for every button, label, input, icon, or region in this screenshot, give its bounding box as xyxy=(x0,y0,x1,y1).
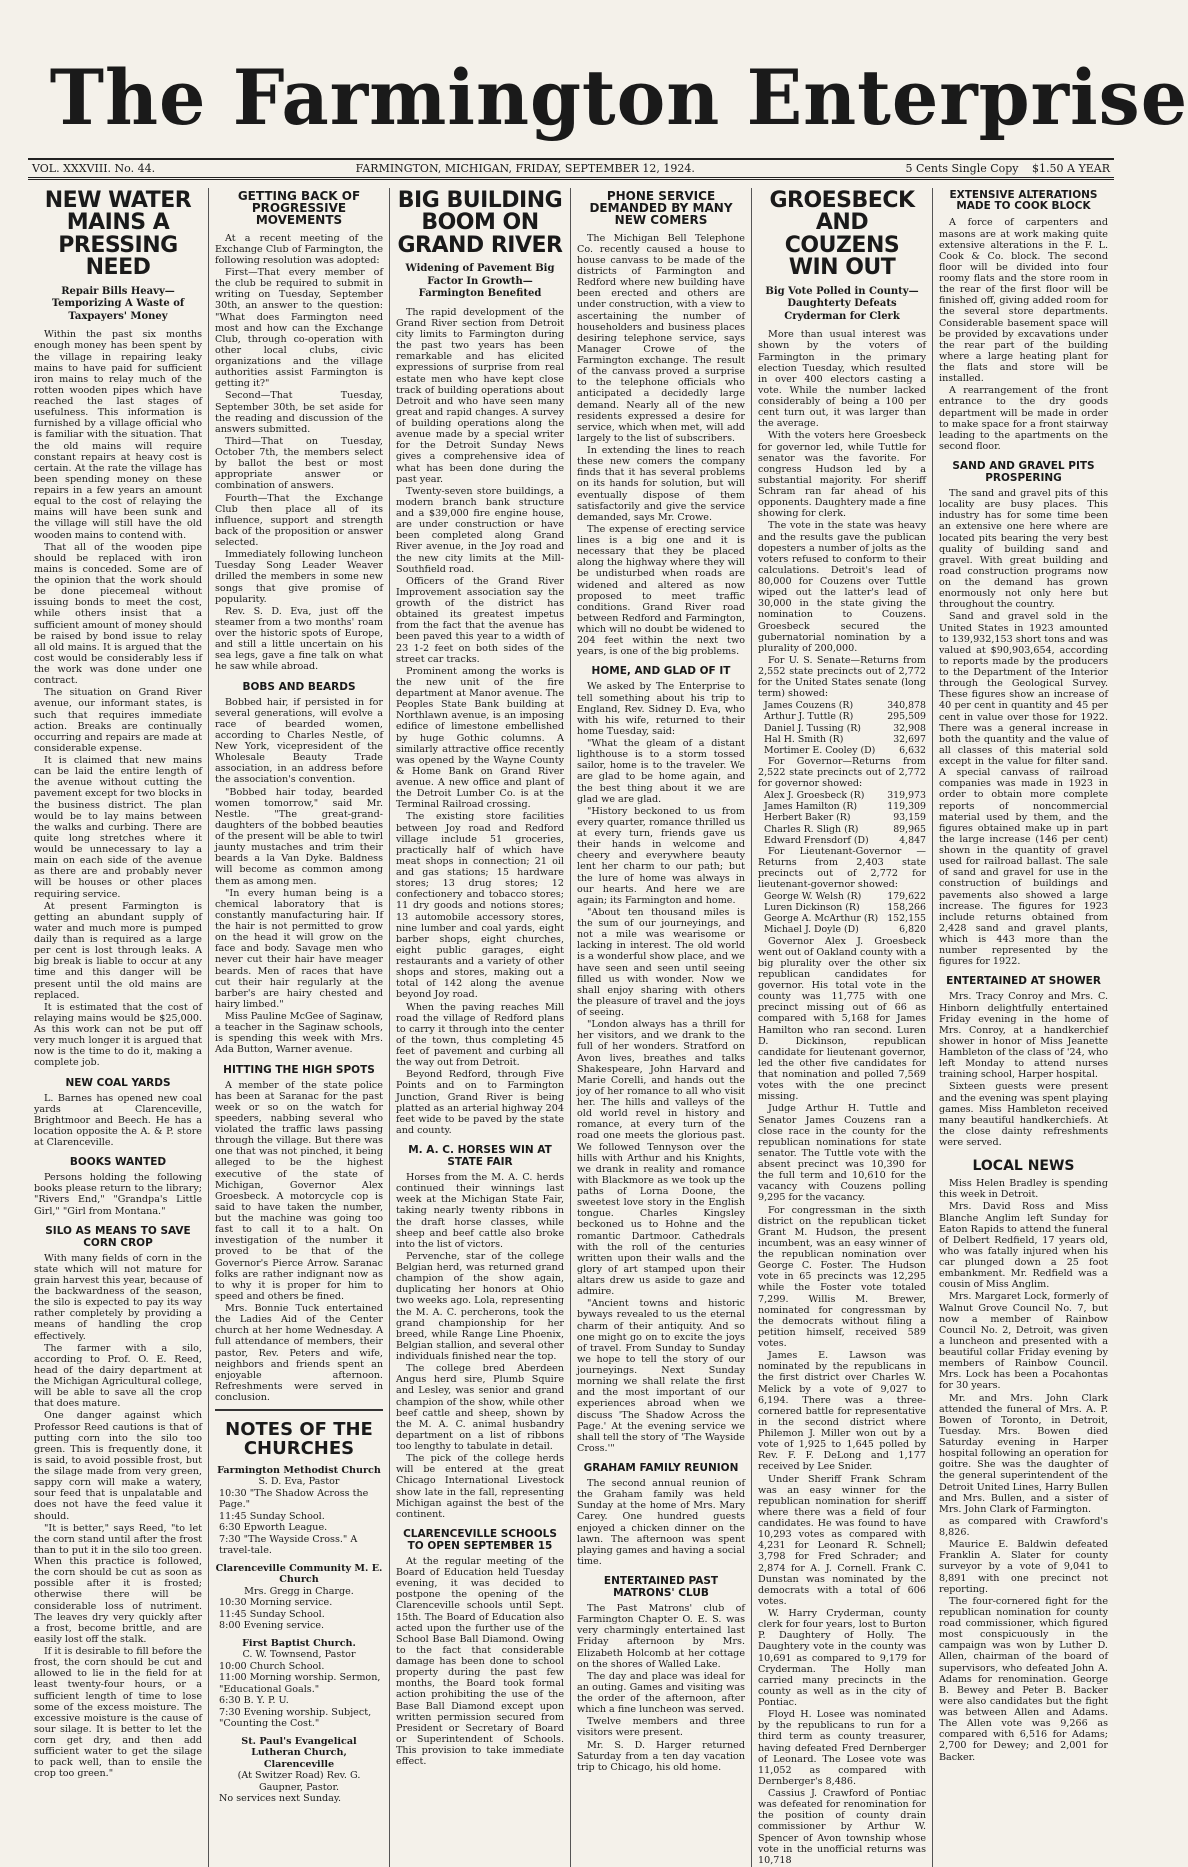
local-news-body xyxy=(939,1178,1108,1763)
result-row: George A. McArthur (R) 152,155 xyxy=(764,913,926,925)
paragraph: For congressman in the sixth district on the republican ticket Grant M. Hudson, the present incumbent, was an easy winner of the republican nomination over George C. Foster. The Hudson vote in 65 precincts was 12,295 while the Foster vote totaled 7,299. Willis M. Brewer, nominated for congressman by the democrats without filing a petition himself, received 589 votes. xyxy=(758,1204,926,1350)
home-body xyxy=(577,681,745,1454)
paragraph: The rapid development of the Grand River section from Detroit city limits to Farmington during the past two years has been remarkable and has elicited expressions of surprise from real estate men who have kept close track of building operations about Detroit and who have seen many great and rapid changes. A survey of building operations along the avenue made by a special writer for the Detroit Sunday News gives a comprehensive idea of what has been done during the past year. xyxy=(396,306,564,485)
horses-body xyxy=(396,1172,564,1520)
divider xyxy=(215,1409,383,1411)
paragraph: "Bobbed hair today, bearded women tomorrow," said Mr. Nestle. "The great-grand-daughters of the bobbed beauties of the present will be able to twirl jaunty mustaches and trim their beards a la Van Dyke. Baldness will become as common among them as among men. xyxy=(215,786,383,887)
church-listing xyxy=(215,1563,383,1632)
paragraph: Beyond Redford, through Five Points and on to Farmington Junction, Grand River is being platted as an arterial highway 204 feet wide to be paved by the state and county. xyxy=(396,1069,564,1136)
coal-yards-title: NEW COAL YARDS xyxy=(65,1076,171,1089)
schools-title: CLARENCEVILLE SCHOOLS TO OPEN SEPTEMBER 15 xyxy=(403,1527,557,1552)
silo-title: SILO AS MEANS TO SAVE CORN CROP xyxy=(45,1224,191,1249)
result-row: Hal H. Smith (R) 32,697 xyxy=(764,733,926,745)
election-body xyxy=(758,329,926,699)
graham-title: GRAHAM FAMILY REUNION xyxy=(583,1462,739,1475)
paragraph: Mrs. David Ross and Miss Blanche Anglim left Sunday for Eaton Rapids to attend the funeral of Delbert Redfield, 17 years old, who was fatally injured when his car plunged down a 25 foot embankment. Mr. Redfield was a cousin of Miss Anglim. xyxy=(939,1201,1108,1291)
paragraph: Bobbed hair, if persisted in for several generations, will evolve a race of bearded women, according to Charles Nestle, of New York, vicepresident of the Wholesale Beauty Trade association, in an address before the association's convention. xyxy=(215,696,383,786)
paragraph: If it is desirable to fill before the frost, the corn should be cut and allowed to lie in the field for at least twenty-four hours, or a sufficient length of time to lose some of the excess moisture. The excessive moisture is the cause of sour silage. It is better to let the corn get dry, and then add sufficient water to get the silage to pack well, than to ensile the crop too green." xyxy=(34,1646,202,1780)
paragraph: W. Harry Cryderman, county clerk for four years, lost to Burton P. Daughtery of Holly. The Daughtery vote in the county was 10,691 as compared to 9,179 for Cryderman. The Holly man carried many precincts in the county as well as in the city of Pontiac. xyxy=(758,1608,926,1709)
paragraph: More than usual interest was shown by the voters of Farmington in the primary election Tuesday, which resulted in over 400 electors casting a vote. While the number lacked considerably of being a 100 per cent turn out, it was larger than the average. xyxy=(758,329,926,430)
paragraph: James E. Lawson was nominated by the republicans in the first district over Charles W. Melick by a vote of 9,027 to 6,194. There was a three-cornered battle for representative in the second district where Philemon J. Miller won out by a vote of 1,925 to 1,645 polled by Rev. F. F. DeLong and 1,177 received by Lee Snider. xyxy=(758,1350,926,1473)
church-service: 10:30 "The Shadow Across the Page." xyxy=(219,1487,369,1511)
church-service: 11:00 Morning worship. Sermon, "Educational Goals." xyxy=(219,1672,381,1695)
paragraph: With many fields of corn in the state which will not mature for grain harvest this year, because of the backwardness of the season, the silo is expected to pay its way rather completely by providing a means of handling the crop effectively. xyxy=(34,1252,202,1342)
building-boom-headline: BIG BUILDING BOOM ON GRAND RIVER xyxy=(397,188,563,258)
church-service: 6:30 B. Y. P. U. xyxy=(219,1695,289,1707)
bobs-title: BOBS AND BEARDS xyxy=(242,680,356,693)
paragraph: Immediately following luncheon Tuesday Song Leader Weaver drilled the members in some new songs that give promise of popularity. xyxy=(215,549,383,605)
result-row: Arthur J. Tuttle (R) 295,509 xyxy=(764,711,926,723)
building-boom-body xyxy=(396,307,564,1136)
paragraph: Sixteen guests were present and the evening was spent playing games. Miss Hambleton received many beautiful handkerchiefs. At the close dainty refreshments were served. xyxy=(939,1081,1108,1149)
paragraph: The farmer with a silo, according to Prof. O. E. Reed, head of the dairy department at the Michigan Agricultural college, will be able to save all the crop that does mature. xyxy=(34,1342,202,1410)
paragraph: Governor Alex J. Groesbeck went out of Oakland county with a big plurality over the other six republican candidates for governor. His total vote in the county was 11,775 with one precinct missing out of 66 as compared with 5,168 for James Hamilton who ran second. Luren D. Dickinson, republican candidate for lieutenant governor, led the other five candidates for that nomination and polled 7,569 votes with the one precinct missing. xyxy=(758,935,926,1103)
senate-results xyxy=(758,700,926,755)
sand-gravel-body xyxy=(939,488,1108,967)
matrons-title: ENTERTAINED PAST MATRONS' CLUB xyxy=(603,1575,719,1600)
cook-block-headline: EXTENSIVE ALTERATIONS MADE TO COOK BLOCK xyxy=(949,189,1098,212)
bobs-body xyxy=(215,697,383,1056)
church-name: Clarenceville Community M. E. Church xyxy=(215,1562,383,1586)
paragraph: as compared with Crawford's 8,826. xyxy=(939,1515,1108,1539)
paragraph: At present Farmington is getting an abundant supply of water and much more is pumped daily than is required as a large per cent is lost through leaks. A big break is liable to occur at any time and this danger will be present until the old mains are replaced. xyxy=(34,900,202,1001)
paragraph: "Ancient towns and historic byways revealed to us the eternal charm of their antiquity. And so one might go on to excite the joys of travel. From Sunday to Sunday we hope to tell the story of our journeyings. Next Sunday morning we shall relate the first and the most important of our experiences abroad when we discuss 'The Shadow Across the Page.' At the evening service we shall tell the story of 'The Wayside Cross.'" xyxy=(577,1298,745,1454)
paragraph: Mrs. Bonnie Tuck entertained the Ladies Aid of the Center church at her home Wednesday. A full attendance of members, their pastor, Rev. Peters and wife, neighbors and friends spent an enjoyable afternoon. Refreshments were served in conclusion. xyxy=(215,1303,383,1404)
price-info xyxy=(895,162,1110,175)
volume-number: VOL. XXXVIII. No. 44. xyxy=(32,162,156,175)
silo-body xyxy=(34,1253,202,1780)
paragraph: Mrs. Margaret Lock, formerly of Walnut Grove Council No. 7, but now a member of Rainbow Council No. 2, Detroit, was given a luncheon and presented with a beautiful collar Friday evening by members of Rainbow Council. Mrs. Lock has been a Pocahontas for 30 years. xyxy=(939,1291,1108,1392)
paragraph: With the voters here Groesbeck for governor led, while Tuttle for senator was the favorite. For congress Hudson led by a substantial majority. For sheriff Schram ran far ahead of his opponents. Daughtery made a fine showing for clerk. xyxy=(758,430,926,520)
paragraph: One danger against which Professor Reed cautions is that of putting corn into the silo too green. This is frequently done, it is said, to avoid possible frost, but the silage made from very green, sappy corn will make a watery, sour feed that is unpalatable and does not have the feed value it should. xyxy=(34,1410,202,1522)
result-row: Edward Frensdorf (D) 4,847 xyxy=(764,834,926,846)
paragraph: "In every human being is a chemical laboratory that is constantly manufacturing hair. If the hair is not permitted to grow on the head it will grow on the face and body. Savage men who never cut their hair have meager beards. Men of races that have cut their hair regularly at the barber's are hairy chested and hairy limbed." xyxy=(215,887,383,1010)
church-service: 8:00 Evening service. xyxy=(219,1620,325,1632)
church-listing xyxy=(215,1736,383,1805)
paragraph: Second—That Tuesday, September 30th, be set aside for the reading and discussion of the answers submitted. xyxy=(215,390,383,435)
paragraph: Miss Helen Bradley is spending this week in Detroit. xyxy=(939,1178,1108,1201)
paragraph: "What the gleam of a distant lighthouse is to a storm tossed sailor, home is to the traveler. We are glad to be home again, and the best thing about it we are glad we are glad. xyxy=(577,738,745,805)
article-columns xyxy=(28,188,1114,1866)
result-row: Luren Dickinson (R) 158,266 xyxy=(764,902,926,914)
paragraph: Twelve members and three visitors were present. xyxy=(577,1716,745,1739)
paragraph: The vote in the state was heavy and the results gave the publican dopesters a number of jolts as the voters refused to conform to their calculations. Detroit's lead of 80,000 for Couzens over Tuttle wiped out the latter's lead of 30,000 in the state giving the nomination to Couzens. Groesbeck secured the gubernatorial nomination by a plurality of 200,000. xyxy=(758,520,926,654)
church-service: 10:00 Church School. xyxy=(219,1660,325,1672)
result-row: Alex J. Groesbeck (R) 319,973 xyxy=(764,790,926,802)
paragraph: For U. S. Senate—Returns from 2,552 state precincts out of 2,772 for the United States senate (long term) showed: xyxy=(758,654,926,700)
result-row: Daniel J. Tussing (R) 32,908 xyxy=(764,722,926,734)
column-4 xyxy=(571,188,752,1867)
paragraph: The day and place was ideal for an outing. Games and visiting was the order of the afternoon, after which a fine luncheon was served. xyxy=(577,1670,745,1716)
church-name: Farmington Methodist Church xyxy=(217,1464,381,1476)
cook-block-body xyxy=(939,217,1108,452)
governor-results xyxy=(758,790,926,845)
governor-intro: For Governor—Returns from 2,522 state precincts out of 2,772 for governor showed: xyxy=(758,755,926,790)
home-title: HOME, AND GLAD OF IT xyxy=(591,665,731,678)
paragraph: Mr. and Mrs. John Clark attended the funeral of Mrs. A. P. Bowen of Toronto, in Detroit, Tuesday. Mrs. Bowen died Saturday evening in Harper hospital following an operation for goitre. She was the daughter of the general superintendent of the Detroit United Lines, Harry Bullen and Mrs. Bullen, and a sister of Mrs. John Clark of Farmington. xyxy=(939,1392,1108,1515)
paragraph: The Past Matrons' club of Farmington Chapter O. E. S. was very charmingly entertained last Friday afternoon by Mrs. Elizabeth Holcomb at her cottage on the shores of Walled Lake. xyxy=(577,1603,745,1670)
paragraph: "London always has a thrill for her visitors, and we drank to the full of her wonders. Stratford on Avon lives, breathes and talks Shakespeare, John Harvard and Marie Corelli, and hands out the joy of her romance to all who visit her. The hills and valleys of the old world revel in history and romance, at every turn of the road one meets the glorious past. We followed Tennyson over the hills with Arthur and his Knights, we drank in reality and romance with Blackmore as we took up the paths of Lorna Doone, the sweetest love story in the English tongue. Charles Kingsley beckoned us to Hohne and the romantic Dartmoor. Cathedrals with the roll of the centuries written upon their walls and the glory of art stamped upon their altars drew us aside to gaze and admire. xyxy=(577,1019,745,1298)
books-wanted-text: Persons holding the following books please return to the library; "Rivers End," "Grandpa's Little Girl," "Girl from Montana." xyxy=(34,1172,202,1217)
paragraph: Mrs. Tracy Conroy and Mrs. C. Hinborn delightfully entertained Friday evening in the home of Mrs. Conroy, at a handkerchief shower in honor of Miss Jeanette Hambleton of the class of '24, who left Monday to attend nurses training school, Harper hospital. xyxy=(939,991,1108,1081)
paragraph: Cassius J. Crawford of Pontiac was defeated for renomination for the position of county drain commissioner by Arthur W. Spencer of Avon township whose vote in the unofficial returns was 10,718 xyxy=(758,1788,926,1866)
water-mains-deck: Repair Bills Heavy—Temporizing A Waste of Taxpayers' Money xyxy=(51,285,185,322)
paragraph: Twenty-seven store buildings, a modern branch bank structure and a $39,000 fire engine house, are under construction or have been completed along Grand River avenue, in the Joy road and the new city limits at the Mill-Southfield road. xyxy=(396,485,564,575)
church-pastor: Mrs. Gregg in Charge. xyxy=(244,1585,354,1597)
lt-governor-results xyxy=(758,891,926,935)
paragraph: Pervenche, star of the college Belgian herd, was returned grand champion of the show again, duplicating her honors at Ohio two weeks ago. Lola, representing the M. A. C. percherons, took the grand championship for her breed, while Range Line Phoenix, Belgian stallion, and several other individuals finished near the top. xyxy=(396,1250,564,1363)
coal-yards-text: L. Barnes has opened new coal yards at Clarenceville, Brightmoor and Beech. He has a location opposite the A. & P. store at Clarenceville. xyxy=(34,1092,202,1148)
paragraph: It is claimed that new mains can be laid the entire length of the avenue without cutting the pavement except for two blocks in the business district. The plan would be to lay mains between the walks and curbing. There are quite long stretches where it would be unnecessary to lay a main on each side of the avenue as there are and probably never will be houses or other places requiring service. xyxy=(34,755,202,900)
result-row: James Couzens (R) 340,878 xyxy=(764,700,926,712)
result-row: Charles R. Sligh (R) 89,965 xyxy=(764,823,926,835)
column-5 xyxy=(752,188,933,1867)
paragraph: We asked by The Enterprise to tell something about his trip to England, Rev. Sidney D. Eva, who with his wife, returned to their home Tuesday, said: xyxy=(577,681,745,737)
paragraph: "It is better," says Reed, "to let the corn stand until after the frost than to put it in the silo too green. When this practice is followed, the corn should be cut as soon as possible after it is frosted; otherwise there will be considerable loss of nutriment. The leaves dry very quickly after a frost, become brittle, and are easily lost off the stalk. xyxy=(34,1522,202,1645)
progressive-headline: GETTING BACK OF PROGRESSIVE MOVEMENTS xyxy=(237,189,361,228)
church-name: First Baptist Church. xyxy=(242,1637,356,1649)
paragraph: A force of carpenters and masons are at work making quite extensive alterations in the F. L. Cook & Co. block. The second floor will be divided into four roomy flats and the store room in the rear of the first floor will be finished off, giving added room for the several store departments. Considerable basement space will be provided by excavations under the rear part of the building where a large heating plant for the flats and store will be installed. xyxy=(939,217,1108,385)
church-service: 7:30 Evening worship. Subject, "Counting the Cost." xyxy=(219,1706,372,1730)
election-deck: Big Vote Polled in County—Daughterty Defeats Cryderman for Clerk xyxy=(765,285,919,322)
result-row: Mortimer E. Cooley (D) 6,632 xyxy=(764,744,926,756)
paragraph: Prominent among the works is the new unit of the fire department at Manor avenue. The Peoples State Bank building at Northlawn avenue, is an imposing edifice of limestone embellished by huge Gothic columns. A similarly attractive office recently was opened by the Wayne County & Home Bank on Grand River avenue. A new office and plant of the Detroit Lumber Co. is at the Terminal Railroad crossing. xyxy=(396,665,564,811)
church-service: No services next Sunday. xyxy=(219,1793,342,1805)
paragraph: Third—That on Tuesday, October 7th, the members select by ballot the best or most appropriate answer or combination of answers. xyxy=(215,435,383,492)
paragraph: At a recent meeting of the Exchange Club of Farmington, the following resolution was adopted: xyxy=(215,232,383,266)
paragraph: When the paving reaches Mill road the village of Redford plans to carry it through into the center of the town, thus completing 45 feet of pavement and curbing all the way out from Detroit. xyxy=(396,1001,564,1069)
column-3 xyxy=(390,188,571,1867)
election-body-2 xyxy=(758,936,926,1866)
paragraph: Floyd H. Losee was nominated by the republicans to run for a third term as county treasurer, having defeated Fred Dernberger of Leonard. The Losee vote was 11,052 as compared with Dernberger's 8,486. xyxy=(758,1709,926,1787)
church-pastor: (At Switzer Road) Rev. G. Gaupner, Pastor. xyxy=(237,1770,361,1793)
result-row: Michael J. Doyle (D) 6,820 xyxy=(764,924,926,936)
election-headline: GROESBECK AND COUZENS WIN OUT xyxy=(769,188,915,281)
price-year: $1.50 A YEAR xyxy=(1032,162,1110,175)
paragraph: A member of the state police has been at Saranac for the past week or so on the watch for speeders, nabbing several who violated the traffic laws passing through the village. But there was one that was not pinched, it being alleged to be the highest executive of the state of Michigan, Governor Alex Groesbeck. A motorcycle cop is said to have taken the number, but the machine was going too fast to call it to a halt. On investigation of the number it proved to be that of the Governor's Pierce Arrow. Saranac folks are rather indignant now as to why it is proper for him to speed and others be fined. xyxy=(215,1079,383,1302)
church-listing xyxy=(215,1465,383,1557)
paragraph: Maurice E. Baldwin defeated Franklin A. Slater for county surveyor by a vote of 9,041 to 8,891 with one precinct not reporting. xyxy=(939,1539,1108,1595)
shower-body xyxy=(939,991,1108,1148)
paragraph: The four-cornered fight for the republican nomination for county road commissioner, which figured most conspicuously in the campaign was won by Luther D. Allen, chairman of the board of supervisors, who defeated John A. Adams for renomination. George B. Bewey and Peter B. Backer were also candidates but the fight was between Allen and Adams. The Allen vote was 9,266 as compared with 6,516 for Adams; 2,700 for Dewey; and 2,001 for Backer. xyxy=(939,1595,1108,1763)
place-date: FARMINGTON, MICHIGAN, FRIDAY, SEPTEMBER 12, 1924. xyxy=(355,162,695,175)
water-mains-headline: NEW WATER MAINS A PRESSING NEED xyxy=(44,188,192,281)
phone-service-headline: PHONE SERVICE DEMANDED BY MANY NEW COMERS xyxy=(589,189,733,228)
paragraph: The sand and gravel pits of this locality are busy places. This industry has for some time been an extensive one here where are located pits bearing the very best quality of building sand and gravel. With great building and road construction programs now on the demand has grown enormously not only here but throughout the country. xyxy=(939,488,1108,611)
paragraph: Officers of the Grand River Improvement association say the growth of the district has obtained its greatest impetus from the fact that the avenue has been paved this year to a width of 23 1-2 feet on both sides of the street car tracks. xyxy=(396,575,564,665)
column-2 xyxy=(209,188,390,1867)
paragraph: Rev. S. D. Eva, just off the steamer from a two months' roam over the historic spots of Europe, and still a little uncertain on his sea legs, gave a fine talk on what he saw while abroad. xyxy=(215,605,383,673)
paragraph: Horses from the M. A. C. herds continued their winnings last week at the Michigan State Fair, taking nearly twenty ribbons in the draft horse classes, while sheep and beef cattle also broke into the list of victors. xyxy=(396,1172,564,1250)
horses-title: M. A. C. HORSES WIN AT STATE FAIR xyxy=(408,1144,552,1169)
church-service: 11:45 Sunday School. xyxy=(219,1510,325,1522)
church-service: 7:30 "The Wayside Cross." A travel-tale. xyxy=(219,1533,358,1557)
paragraph: "About ten thousand miles is the sum of our journeyings, and not a mile was wearisome or lacking in interest. The old world is a wonderful show place, and we have seen and seen until seeing filled us with wonder. Now we shall enjoy sharing with others the pleasure of travel and the joys of seeing. xyxy=(577,906,745,1019)
result-row: George W. Welsh (R) 179,622 xyxy=(764,891,926,903)
church-service: 6:30 Epworth League. xyxy=(219,1522,328,1534)
church-name: St. Paul's Evangelical Lutheran Church, Clarenceville xyxy=(241,1735,357,1770)
church-pastor: C. W. Townsend, Pastor xyxy=(242,1649,356,1661)
progressive-body xyxy=(215,233,383,673)
column-6 xyxy=(933,188,1114,1867)
result-row: James Hamilton (R) 119,309 xyxy=(764,801,926,813)
price-single: 5 Cents Single Copy xyxy=(905,162,1019,175)
church-listing xyxy=(215,1638,383,1730)
shower-title: ENTERTAINED AT SHOWER xyxy=(946,975,1101,988)
paragraph: Mr. S. D. Harger returned Saturday from a ten day vacation trip to Chicago, his old home. xyxy=(577,1739,745,1773)
church-service: 10:30 Morning service. xyxy=(219,1597,333,1609)
high-spots-title: HITTING THE HIGH SPOTS xyxy=(223,1063,375,1076)
paragraph: In extending the lines to reach these new comers the company finds that it has several problems on its hands for solution, but will eventually dispose of them satisfactorily and give the service demanded, says Mr. Crowe. xyxy=(577,445,745,523)
paragraph: Under Sheriff Frank Schram was an easy winner for the republican nomination for sheriff where there was a field of four candidates. He was found to have 10,293 votes as compared with 4,231 for Leonard R. Schnell; 3,798 for Fred Schrader; and 2,874 for A. J. Cornell. Frank C. Dunstan was nominated by the democrats with a total of 606 votes. xyxy=(758,1473,926,1607)
paragraph: Fourth—That the Exchange Club then place all of its influence, support and strength back of the proposition or answer selected. xyxy=(215,492,383,549)
paragraph: Sand and gravel sold in the United States in 1923 amounted to 139,932,153 short tons and was valued at $90,903,654, according to reports made by the producers to the Department of the Interior through the Geological Survey. These figures show an increase of 40 per cent in quantity and 45 per cent in value over those for 1922. There was a general increase in both the quantity and the value of all classes of this material sold except in the value for filter sand. A special canvass of railroad companies was made in 1923 in order to obtain more complete reports of noncommercial material used by them, and the figures obtained make up in part the large increase (146 per cent) shown in the quantity of gravel used for railroad ballast. The sale of sand and gravel for use in the construction of buildings and pavements also showed a large increase. The figures for 1923 include returns obtained from 2,428 sand and gravel plants, which is 443 more than the number represented by the figures for 1922. xyxy=(939,611,1108,968)
local-news-title: LOCAL NEWS xyxy=(972,1158,1075,1175)
paragraph: The expense of erecting service lines is a big one and it is necessary that they be placed along the highway where they will be undisturbed when roads are widened and altered as now proposed to meet traffic conditions. Grand River road between Redford and Farmington, which will no doubt be widened to 204 feet within the next two years, is one of the big problems. xyxy=(577,523,745,658)
graham-text: The second annual reunion of the Graham family was held Sunday at the home of Mrs. Mary Carey. One hundred guests enjoyed a chicken dinner on the lawn. The afternoon was spent playing games and having a social time. xyxy=(577,1478,745,1567)
paragraph: The situation on Grand River avenue, our informant states, is such that requires immediate action. Breaks are continually occurring and repairs are made at considerable expense. xyxy=(34,687,202,754)
lt-governor-intro: For Lieutenant-Governor — Returns from 2,403 state precincts out of 2,772 for lieutenant-governor showed: xyxy=(758,845,926,891)
phone-service-body xyxy=(577,233,745,658)
paragraph: The existing store facilities between Joy road and Redford village include 51 groceries, practically half of which have meat shops in connection; 21 oil and gas stations; 15 hardware stores; 13 drug stores; 12 confectionery and tobacco stores; 11 dry goods and notions stores; 13 automobile accessory stores, nine lumber and coal yards, eight barber shops, eight churches, eight public garages, eight restaurants and a variety of other shops and stores, making out a total of 142 along the avenue beyond Joy road. xyxy=(396,811,564,1001)
column-1 xyxy=(28,188,209,1867)
sand-gravel-title: SAND AND GRAVEL PITS PROSPERING xyxy=(952,460,1095,485)
paragraph: It is estimated that the cost of relaying mains would be $25,000. As this work can not be put off very much longer it is argued that now is the time to do it, making a complete job. xyxy=(34,1001,202,1069)
water-mains-body xyxy=(34,329,202,1068)
paragraph: "History beckoned to us from every quarter, romance thrilled us at every turn, friends gave us their hands in welcome and cheery and everywhere beauty lent her charm to our path; but the lure of home was always in our hearts. And here we are again; its Farmington and home. xyxy=(577,805,745,906)
paragraph: The Michigan Bell Telephone Co. recently caused a house to house canvass to be made of the districts of Farmington and Redford where new building have been erected and others are under construction, with a view to ascertaining the number of householders and business places desiring telephone service, says Manager Crowe of the Farmington exchange. The result of the canvass proved a surprise to the telephone officials who anticipated a decidedly large demand. Nearly all of the new residents expressed a desire for service, which when met, will add largely to the list of subscribers. xyxy=(577,232,745,444)
matrons-body xyxy=(577,1603,745,1773)
paragraph: The college bred Aberdeen Angus herd sire, Plumb Squire and Lesley, was senior and grand champion of the show, while other beef cattle and sheep, shown by the M. A. C. animal husbandry department on a list of ribbons too lengthy to tabulate in detail. xyxy=(396,1363,564,1453)
church-pastor: S. D. Eva, Pastor xyxy=(258,1476,340,1488)
paragraph: Judge Arthur H. Tuttle and Senator James Couzens ran a close race in the county for the republican nominations for state senator. The Tuttle vote with the absent precinct was 10,390 for the full term and 10,610 for the vacancy with Couzens polling 9,295 for the vacancy. xyxy=(758,1103,926,1204)
church-service: 11:45 Sunday School. xyxy=(219,1608,325,1620)
paragraph: First—That every member of the club be required to submit in writing on Tuesday, September 30th, an answer to the question: "What does Farmington need most and how can the Exchange Club, through co-operation with other local clubs, civic organizations and the village authorities assist Farmington is getting it?" xyxy=(215,267,383,390)
masthead xyxy=(28,10,1188,158)
result-row: Herbert Baker (R) 93,159 xyxy=(764,812,926,824)
building-boom-deck: Widening of Pavement Big Factor In Growth—Farmington Benefited xyxy=(405,263,555,300)
schools-text: At the regular meeting of the Board of Education held Tuesday evening, it was decided to postpone the opening of the Clarenceville schools until Sept. 15th. The Board of Education also acted upon the further use of the School Base Ball Diamond. Owing to the fact that considerable damage has been done to school property during the past few months, the Board took formal action prohibiting the use of the Base Ball Diamond except upon written permission secured from President or Secretary of Board or Superintendent of Schools. This provision to take immediate effect. xyxy=(396,1555,564,1768)
paragraph: The pick of the college herds will be entered at the great Chicago International Livestock show late in the fall, representing Michigan against the best of the continent. xyxy=(396,1453,564,1520)
churches-title: NOTES OF THE CHURCHES xyxy=(225,1419,373,1460)
paragraph: That all of the wooden pipe should be replaced with iron mains is conceded. Some are of the opinion that the work should be done piecemeal without issuing bonds to meet the cost, while others insist that a sufficient amount of money should be raised by bond issue to relay all old mains. It is argued that the cost would be considerably less if the work was done under one contract. xyxy=(34,541,202,687)
books-wanted-title: BOOKS WANTED xyxy=(69,1156,167,1169)
paragraph: A rearrangement of the front entrance to the dry goods department will be made in order to make space for a front stairway leading to the apartments on the second floor. xyxy=(939,385,1108,452)
newspaper-title: The Farmington Enterprise xyxy=(49,53,1188,142)
high-spots-body xyxy=(215,1080,383,1404)
paragraph: Miss Pauline McGee of Saginaw, a teacher in the Saginaw schools, is spending this week with Mrs. Ada Button, Warner avenue. xyxy=(215,1011,383,1056)
dateline-bar xyxy=(28,158,1114,180)
paragraph: Within the past six months enough money has been spent by the village in repairing leaky mains to have paid for sufficient iron mains to relay much of the rotten wooden pipes which have reached the last stages of usefulness. This information is furnished by a village official who is familiar with the situation. That the old mains will require constant repairs at heavy cost is certain. At the rate the village has been spending money on these repairs in a few years an amount equal to the cost of relaying the mains will have been sunk and the village will still have the old wooden mains to contend with. xyxy=(34,329,202,541)
